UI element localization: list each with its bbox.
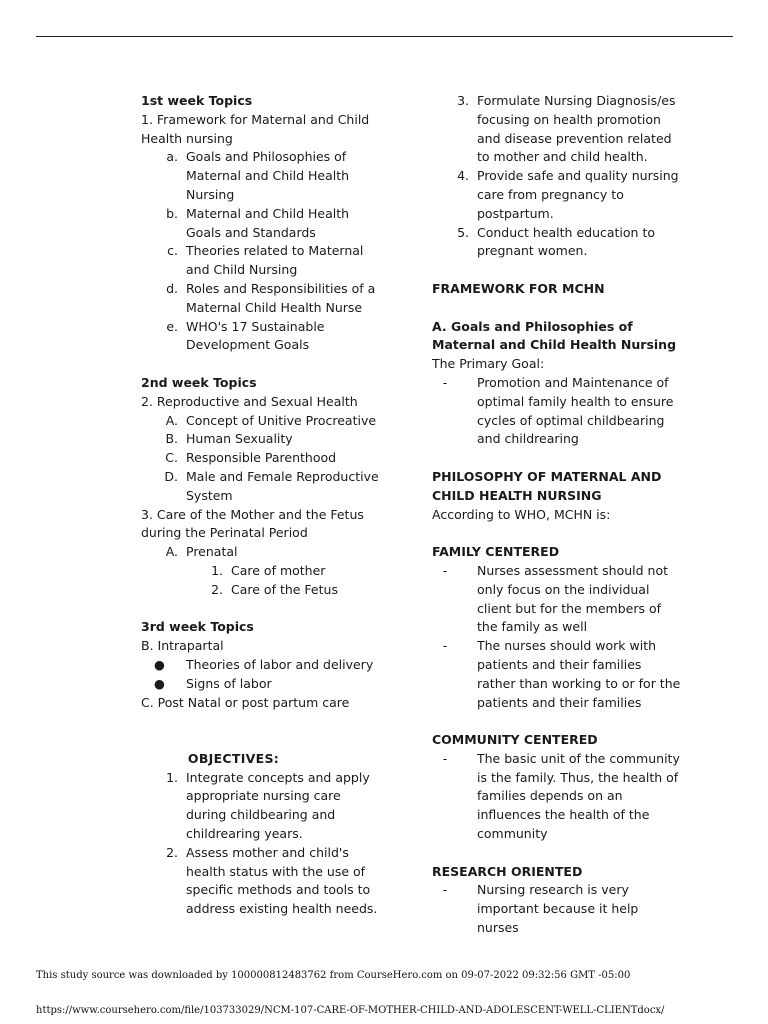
list-item (141, 581, 381, 600)
list-marker: A. (165, 544, 178, 560)
spacer (141, 355, 381, 374)
list-marker: 1. (211, 562, 223, 578)
list-marker: A. (165, 412, 178, 428)
objectives-heading: OBJECTIVES: (187, 750, 280, 766)
list-text: Roles and Responsibilities of a Maternal Child Health Nurse (186, 280, 376, 315)
list-marker: C. (165, 450, 178, 466)
spacer (141, 600, 381, 619)
list-text: Care of mother (231, 562, 326, 578)
list-text: Male and Female Reproductive System (186, 468, 379, 503)
list-text: Maternal and Child Health Goals and Standards (186, 205, 350, 240)
list-text: The nurses should work with patients and their families rather than working to or for the patients and their families (477, 638, 681, 710)
list-marker: 2. (166, 844, 178, 860)
list-text: Theories related to Maternal and Child Nursing (186, 243, 364, 278)
list-item (432, 750, 682, 844)
list-marker: 3. (457, 93, 469, 108)
week1-list (141, 148, 381, 355)
list-text: Responsible Parenthood (186, 450, 337, 466)
list-text: WHO's 17 Sustainable Development Goals (186, 318, 325, 353)
framework-heading: FRAMEWORK FOR MCHN (432, 280, 605, 296)
list-marker: B. (165, 431, 178, 447)
list-marker: 2. (211, 581, 223, 597)
list-text: Theories of labor and delivery (186, 656, 374, 672)
list-text: Formulate Nursing Diagnosis/es focusing on health promotion and disease prevention related to mother and child health. (477, 93, 676, 165)
dash-marker: - (442, 562, 448, 578)
list-text: Nursing research is very important because it help nurses (477, 882, 639, 936)
spacer (141, 731, 381, 750)
list-item (141, 675, 381, 694)
list-marker: a. (166, 149, 178, 165)
goals-heading: A. Goals and Philosophies of Maternal and Child Health Nursing (432, 318, 677, 353)
list-text: Care of the Fetus (231, 581, 338, 597)
list-text: Provide safe and quality nursing care from pregnancy to postpartum. (477, 168, 679, 221)
week1-intro: 1. Framework for Maternal and Child Health nursing (141, 111, 370, 146)
list-item (141, 562, 381, 581)
list-item (141, 148, 381, 204)
list-item (141, 468, 381, 506)
source-url[interactable]: https://www.coursehero.com/file/103733029/NCM-107-CARE-OF-MOTHER-CHILD-AND-ADOLESCENT-WELL-CLIENTdocx/ (36, 1005, 665, 1016)
family-centered-heading: FAMILY CENTERED (432, 544, 560, 560)
list-text: Promotion and Maintenance of optimal family health to ensure cycles of optimal childbearing and childrearing (477, 374, 674, 447)
list-item (432, 374, 682, 449)
list-item (141, 318, 381, 356)
list-text: Concept of Unitive Procreative (186, 412, 377, 428)
left-column (141, 92, 381, 919)
week2-list (141, 412, 381, 506)
week2-heading: 2nd week Topics (141, 374, 257, 390)
week3-intro: B. Intrapartal (141, 638, 224, 654)
list-marker: D. (164, 468, 178, 484)
list-marker: e. (166, 318, 178, 334)
list-text: Prenatal (186, 544, 238, 560)
right-column (432, 92, 682, 938)
dash-marker: - (442, 638, 448, 654)
list-marker: 4. (457, 168, 469, 184)
list-text: Assess mother and child's health status with the use of specific methods and tools to address existing health needs. (186, 844, 378, 917)
list-item (141, 280, 381, 318)
dash-marker: - (442, 374, 448, 390)
bullet-marker: ● (154, 656, 165, 672)
list-text: Goals and Philosophies of Maternal and Child Health Nursing (186, 149, 350, 202)
spacer (432, 299, 682, 318)
week3-post: C. Post Natal or post partum care (141, 694, 350, 710)
philosophy-intro: According to WHO, MCHN is: (432, 506, 611, 522)
spacer (432, 844, 682, 863)
list-item (432, 562, 682, 637)
list-text: Integrate concepts and apply appropriate nursing care during childbearing and childrearing years. (186, 769, 370, 842)
list-item (141, 656, 381, 675)
list-item (432, 224, 682, 262)
spacer (432, 712, 682, 731)
list-marker: d. (166, 280, 178, 296)
spacer (432, 261, 682, 280)
spacer (432, 449, 682, 468)
list-item (141, 430, 381, 449)
list-item (432, 637, 682, 712)
spacer (432, 524, 682, 543)
philosophy-heading: PHILOSOPHY OF MATERNAL AND CHILD HEALTH NURSING (432, 468, 662, 503)
research-oriented-heading: RESEARCH ORIENTED (432, 863, 583, 879)
list-item (141, 543, 381, 562)
list-item (141, 412, 381, 431)
download-source-note: This study source was downloaded by 100000812483762 from CourseHero.com on 09-07-2022 09:32:56 GMT -05:00 (36, 970, 631, 981)
list-item (141, 205, 381, 243)
list-text: Signs of labor (186, 675, 272, 691)
week2-point3: 3. Care of the Mother and the Fetus during the Perinatal Period (141, 506, 364, 541)
list-marker: 5. (457, 224, 469, 240)
week1-heading: 1st week Topics (141, 93, 253, 108)
list-text: Conduct health education to pregnant women. (477, 224, 655, 259)
spacer (141, 712, 381, 731)
list-text: Human Sexuality (186, 431, 293, 447)
top-rule (36, 36, 733, 37)
list-item (141, 844, 381, 919)
list-text: Nurses assessment should not only focus on the individual client but for the members of the family as well (477, 562, 669, 635)
list-item (432, 167, 682, 223)
list-item (432, 881, 682, 937)
primary-goal-label: The Primary Goal: (432, 356, 545, 372)
list-item (141, 449, 381, 468)
list-item (141, 769, 381, 844)
community-centered-heading: COMMUNITY CENTERED (432, 732, 598, 748)
list-marker: c. (167, 243, 178, 259)
list-marker: b. (166, 205, 178, 221)
week3-heading: 3rd week Topics (141, 619, 254, 635)
dash-marker: - (442, 882, 448, 898)
list-item (432, 92, 682, 167)
week2-intro: 2. Reproductive and Sexual Health (141, 393, 358, 409)
bullet-marker: ● (154, 675, 165, 691)
list-item (141, 242, 381, 280)
list-marker: 1. (166, 769, 178, 785)
list-text: The basic unit of the community is the family. Thus, the health of families depends on an influences the health of the community (477, 750, 680, 842)
dash-marker: - (442, 750, 448, 766)
